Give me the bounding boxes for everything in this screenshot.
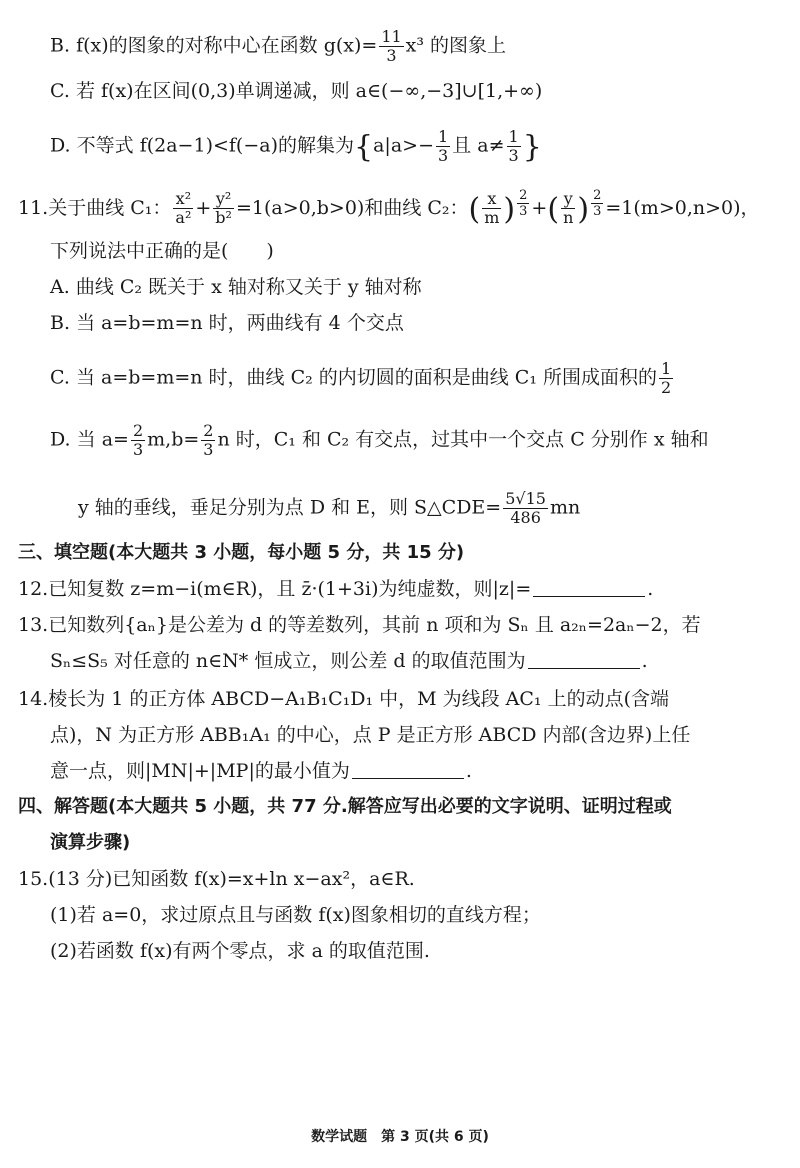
fraction [213,190,234,227]
question-text: . [465,760,472,782]
question-text: 已知复数 z=m−i(m∈R)，且 z̄·(1+3i)为纯虚数，则|z|= [48,578,532,600]
paren-open: ( [468,191,481,227]
option-text: 当 a=b=m=n 时，两曲线有 4 个交点 [76,312,404,334]
option-text: y 轴的垂线，垂足分别为点 D 和 E，则 S△CDE= [78,496,502,519]
denominator: 3 [593,204,602,219]
question-text: 已知数列{aₙ}是公差为 d 的等差数列，其前 n 项和为 Sₙ 且 a₂ₙ=2aₙ−2，若 [48,614,701,636]
fraction [659,360,673,397]
denominator: 3 [508,146,519,165]
denominator: m [484,208,500,228]
option-label: A. [50,276,70,298]
denominator: a² [175,208,192,228]
option-label: D. [50,428,71,451]
q11-option-b [50,310,404,336]
option-text: x³ 的图象上 [405,34,507,57]
q11-stem-line2: 下列说法中正确的是( ) [50,240,274,262]
option-label: B. [50,34,71,57]
option-text: 当 a=b=m=n 时，曲线 C₂ 的内切圆的面积是曲线 C₁ 所围成面积的 [75,366,658,389]
option-text: mn [549,496,581,519]
question-number: 14. [18,688,49,710]
q13-line2 [50,648,648,674]
section-heading-solutions: 四、解答题(本大题共 5 小题，共 77 分.解答应写出必要的文字说明、证明过程或 [18,796,672,817]
question-text: . [647,578,654,600]
numerator: 2 [203,421,214,440]
numerator: y [561,190,575,209]
denominator: n [563,208,574,228]
q10-option-b [50,28,506,65]
question-number: 12. [18,578,49,600]
q11-option-c [50,360,675,397]
option-text: g(x)= [323,34,378,57]
section-heading-solutions-line2: 演算步骤) [50,832,131,853]
option-text: n 时，C₁ 和 C₂ 有交点，过其中一个交点 C 分别作 x 轴和 [217,428,709,451]
brace-open: { [354,129,374,165]
q14-line2: 点)，N 为正方形 ABB₁A₁ 的中心，点 P 是正方形 ABCD 内部(含边界)上任 [50,724,691,746]
denominator: 3 [132,440,144,459]
denominator: 3 [519,204,528,219]
question-number: 11. [18,196,49,219]
numerator: 11 [381,27,402,46]
numerator: y² [213,190,234,209]
denominator: 2 [661,378,672,397]
q14-line1 [18,686,669,712]
question-number: 15. [18,868,49,890]
fraction [561,190,575,227]
fraction [173,190,193,227]
question-text: Sₙ≤S₅ 对任意的 n∈N* 恒成立，则公差 d 的取值范围为 [50,650,526,672]
paren-open: ( [547,191,560,227]
question-text: 意一点，则|MN|+|MP|的最小值为 [50,760,350,782]
q15-stem [18,866,415,892]
option-label: C. [50,366,70,389]
fraction [507,128,521,165]
option-text: f(x)的图象的对称中心在函数 [76,34,324,57]
q12 [18,576,653,602]
numerator: 1 [438,127,449,146]
q11-stem: 11.关于曲线 C₁： $\frac{\text{x²}}{\text{a²}}$ + $\frac{\text{y²}}{\text{b²}}$ =1(a>0,b>0)和曲线 C₂：( $\frac{x}{m}$ ) $^{\frac{2}{3}}$ +( $\frac{y}{n}$ ) $^{\frac{2}{3}}$ =1(m>0,n>0)， [18,188,760,228]
fraction [131,422,145,459]
exponent-fraction [591,188,603,219]
numerator: 2 [593,188,602,203]
fraction [379,28,403,65]
numerator: 1 [661,359,672,378]
question-text: =1(m>0,n>0)， [605,196,760,219]
q11-option-d-line2 [78,490,580,527]
denominator: 3 [203,440,214,459]
fraction [436,128,450,165]
option-text: 且 a≠ [452,134,505,157]
question-text: 棱长为 1 的正方体 ABCD−A₁B₁C₁D₁ 中，M 为线段 AC₁ 上的动点(含端 [48,688,669,710]
option-label: C. [50,80,70,102]
fraction [201,422,215,459]
q11-option-d [50,422,709,459]
numerator: 2 [519,188,528,203]
brace-close: } [522,129,542,165]
option-label: D. [50,134,71,157]
fraction [482,190,501,227]
option-text: m,b= [147,428,200,451]
q15-part1: (1)若 a=0，求过原点且与函数 f(x)图象相切的直线方程； [50,904,541,926]
numerator: 1 [508,127,519,146]
option-text: 不等式 f(2a−1)<f(−a)的解集为 [76,134,355,157]
numerator: 5√15 [505,489,546,508]
denominator: 486 [510,508,541,527]
q13-line1 [18,612,701,638]
question-text: 关于曲线 C₁： [48,196,172,219]
fraction [503,490,548,527]
denominator: b² [215,208,232,228]
numerator: x² [173,190,193,209]
answer-blank [533,578,645,597]
section-heading-fill-in: 三、填空题(本大题共 3 小题，每小题 5 分，共 15 分) [18,542,465,563]
q10-option-d [50,128,542,165]
paren-close: ) [503,191,516,227]
numerator: x [482,190,501,209]
numerator: 2 [132,421,144,440]
option-text: 当 a= [76,428,129,451]
question-text: . [641,650,648,672]
q15-part2: (2)若函数 f(x)有两个零点，求 a 的取值范围. [50,940,430,962]
q10-option-c [50,78,542,104]
exponent-fraction [517,188,529,219]
q14-line3 [50,758,472,784]
option-text: a|a>− [373,134,435,157]
paren-close: ) [577,191,590,227]
option-text: 曲线 C₂ 既关于 x 轴对称又关于 y 轴对称 [75,276,422,298]
answer-blank [528,650,640,669]
option-text: 若 f(x)在区间(0,3)单调递减，则 a∈(−∞,−3]∪[1,+∞) [75,80,543,102]
denominator: 3 [438,146,449,165]
question-text: =1(a>0,b>0)和曲线 C₂： [235,196,469,219]
denominator: 3 [386,46,397,65]
page-footer: 数学试题 第 3 页(共 6 页) [311,1129,489,1145]
question-text: (13 分)已知函数 f(x)=x+ln x−ax²，a∈R. [48,868,415,890]
answer-blank [352,760,464,779]
option-label: B. [50,312,71,334]
question-number: 13. [18,614,49,636]
q11-option-a [50,274,422,300]
